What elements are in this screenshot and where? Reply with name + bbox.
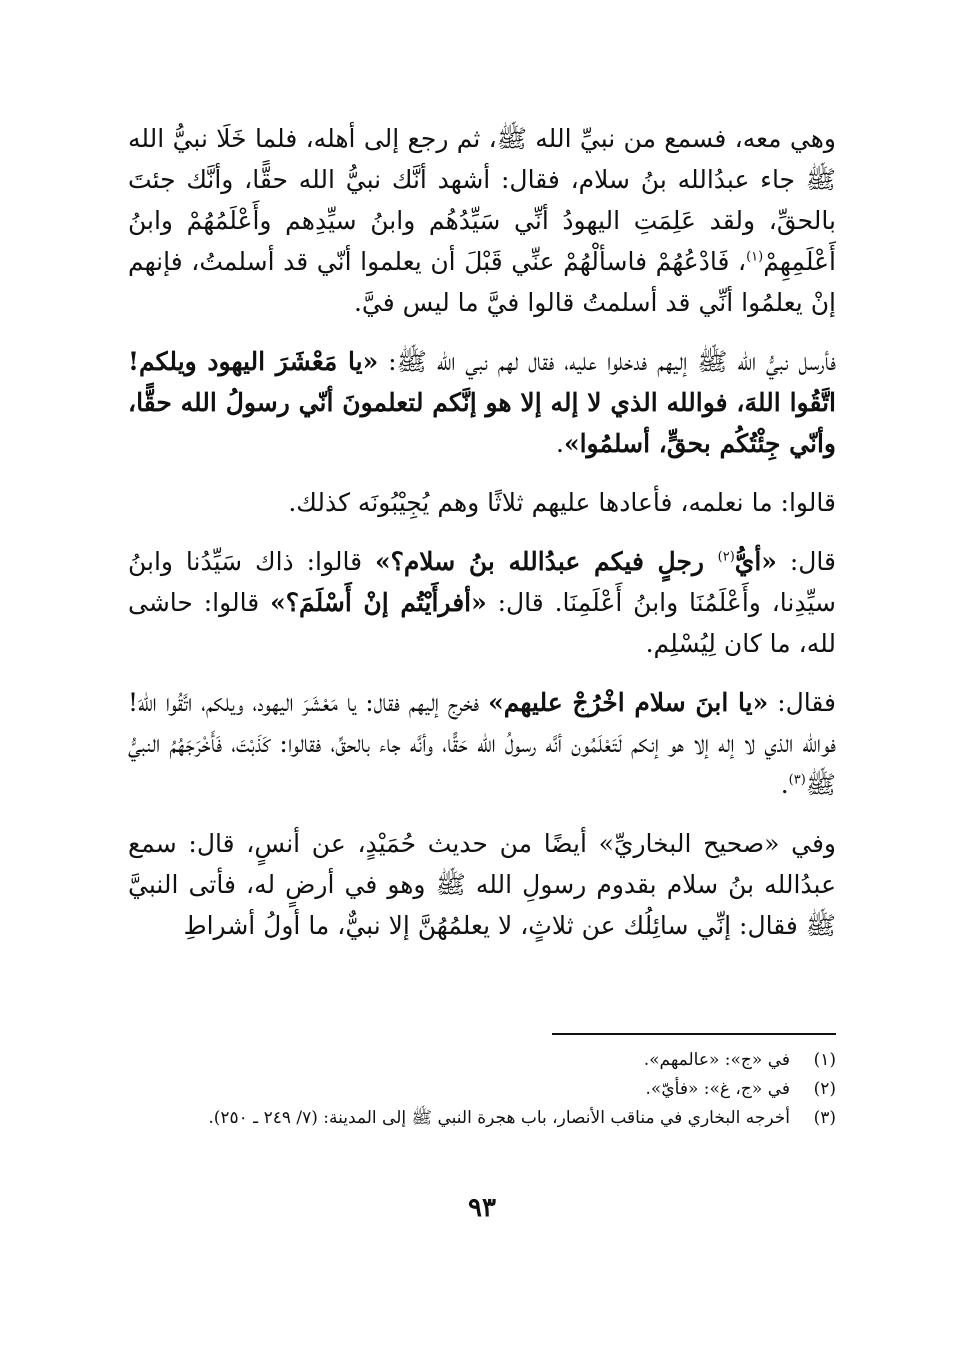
footnote-number: (١) [813, 1050, 836, 1070]
quoted-speech: «يا ابنَ سلام اخْرُجْ عليهم» [488, 688, 769, 717]
footnote-number: (٢) [813, 1079, 836, 1099]
paragraph-text: قالوا: حاشى لله، ما كان لِيُسْلِم. [128, 588, 836, 658]
paragraph-text: وفي «صحيح البخاريِّ» أيضًا من حديث حُمَيْدٍ، عن أنسٍ، قال: سمع عبدُالله بنُ سلام بقدوم رسولِ الله ﷺ وهو في أرضٍ له، فأتى النبيَّ ﷺ فقال: إنِّي سائِلُك عن ثلاثٍ، لا يعلمُهُنَّ إلا نبيٌّ، ما أولُ أشراطِ [128, 829, 836, 940]
paragraph-text: . [556, 429, 564, 458]
book-page [128, 118, 836, 1248]
paragraph-text: . [780, 770, 789, 799]
page-number: ٩٣ [468, 1193, 496, 1223]
footnote-text: أخرجه البخاري في مناقب الأنصار، باب هجرة النبي ﷺ إلى المدينة: (٧/ ٢٤٩ ـ ٢٥٠). [208, 1108, 790, 1128]
footnote-reference: (١) [746, 249, 764, 265]
footnote-1 [128, 1046, 836, 1075]
quoted-speech: «أيُّ [734, 547, 777, 576]
paragraph-text: وهي معه، فسمع من نبيِّ الله ﷺ، ثم رجع إلى أهله، فلما خَلَا نبيُّ الله ﷺ جاء عبدُالله بنُ سلام، فقال: أشهد أنَّك نبيُّ الله حقًّا، وأنَّك جئتَ بالحقِّ، ولقد عَلِمَتِ اليهودُ أنِّي سَيِّدُهُم وابنُ سيِّدِهم وأَعْلَمُهُمْ وابنُ أَعْلَمِهِمْ [128, 124, 836, 276]
paragraph-text: قالوا: ذاك سَيِّدُنا وابنُ سيِّدِنا، وأَعْلَمُنَا وابنُ أَعْلَمِنَا. قال: [128, 547, 836, 617]
paragraph-text: فقال: [768, 688, 836, 717]
paragraph-text: قال: [776, 547, 836, 576]
footnote-reference: (٣) [788, 772, 806, 788]
paragraph-text: فأرسل نبيُّ الله ﷺ إليهم فدخلوا عليه، فقال لهم نبي الله ﷺ: [378, 347, 836, 376]
paragraph-6 [128, 823, 836, 946]
quoted-speech: رجلٍ فيكم عبدُالله بنُ سلام؟» [374, 547, 718, 576]
footnote-reference: (٢) [717, 549, 735, 565]
paragraph-text: ، فَادْعُهُمْ فاسألْهُمْ عنِّي قَبْلَ أن يعلموا أنّي قد أسلمتُ، فإنهم إنْ يعلمُوا أنِّي قد أسلمتُ قالوا فيَّ ما ليس فيَّ. [128, 247, 836, 317]
footnote-3 [128, 1104, 836, 1133]
footnotes [128, 1046, 836, 1133]
paragraph-text: قالوا: ما نعلمه، فأعادها عليهم ثلاثًا وهم يُجِيْبُونَه كذلك. [288, 488, 836, 517]
paragraph-text: فخرج إليهم فقال: يا مَعْشَرَ اليهود، ويلكم، اتَّقُوا اللهَ! فوالله الذي لا إله إلا هو إنكم لَتَعْلَمُون أنَّه رسولُ الله حَقًّا، وأنَّه جاء بالحقِّ، فقالوا: كَذَبْتَ، فَأَخْرَجَهُمُ النبيُّ ﷺ [128, 688, 836, 799]
quoted-speech: «أفرأَيْتُم إنْ أَسْلَمَ؟» [270, 588, 487, 617]
paragraph-1 [128, 118, 836, 323]
footnote-text: في «ج، غ»: «فأيّ». [645, 1079, 790, 1099]
footnote-text: في «ج»: «عالمهم». [643, 1050, 790, 1070]
footnote-number: (٣) [813, 1108, 836, 1128]
paragraph-4 [128, 541, 836, 664]
footnote-2 [128, 1075, 836, 1104]
quoted-speech: «يا مَعْشَرَ اليهود ويلكم! اتَّقُوا اللهَ، فوالله الذي لا إله إلا هو إنَّكم لتعلمونَ أنّي رسولُ الله حقًّا، وأنّي جِئْتُكُم بحقٍّ، أسلمُوا» [128, 347, 836, 458]
footnote-separator [552, 1033, 836, 1035]
paragraph-5 [128, 682, 836, 805]
paragraph-2 [128, 341, 836, 464]
paragraph-3 [128, 482, 836, 523]
